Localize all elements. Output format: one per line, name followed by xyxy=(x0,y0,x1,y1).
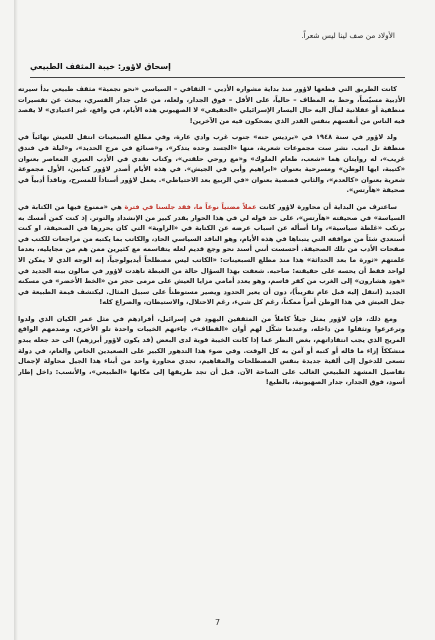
article-body xyxy=(18,84,405,614)
paragraph-intro: كانت الطريق التي قطعها لاؤور منذ بداية مشواره الأدبي – الثقافي – السياسي «نحو نجمية» مثقف طبيعي بدأ سيرته الأدبية مسيّساً، وحط به المطاف – حالياً، على الأقل – فوق الجدار، ولعله، من على جدار الفسري، يبحث عن تفسيرات منطقية أو عقلانية لمآل اليه حال اليسار الإسرائيلي «الحقيقي» لا الصهيوني هذه الأيام، في واقع، غير اعتيادي» لا يقصد فيه الناس من أنفسهم بنفس القدر الذي يضحكون فيه من الآخرين! xyxy=(18,85,405,125)
running-header xyxy=(30,61,405,78)
paragraph-biography: ولد لاؤور في سنة ١٩٤٨ في «برديس حنه» جنوب غرب وادي عارة، وفي مطلع السبعينات انتقل للعيش نهائياً في منطقة تل ابيب. نشر ست مجموعات شعرية، منها «الجسد وحده يتذكر»، و«صنائع في مرج الحديد»، و«ليلة في فندق غريب»، له روايتان هما «شعب، طعام الملوك» و«مع روحي حلقتي»، وكتاب نقدي في الأدب العبري المعاصر بعنوان «كتيبة، ايها الوطن» ومسرحية بعنوان «ابراهيم وأبي في الجيش». في هذه الأيام أصدر لاؤور كتابين، الأول مجموعة شعرية بعنوان «كالعدم»، والثاني قصصية بعنوان «في الربيع بعد الاحتياطي». يعمل لاؤور أستاذاً للمسرح، وناقداً أدبياً في صحيفة «هآرتس». xyxy=(18,133,405,195)
page-number: 7 xyxy=(214,618,221,627)
highlighted-phrase: عملاً مضنياً نوعاً ما، فقد جلسنا في فترة xyxy=(124,202,257,211)
previous-page-tail: الأولاد من صف لينا ليس شعراً. xyxy=(301,31,395,40)
paragraph-interview-text: ساعترف من البداية أن محاورة لاؤور كانت عملاً مضنياً نوعاً ما، فقد جلسنا في فترة هي «ممنوع فيها من الكتابة في السياسة» في صحيفته «هآرتس»، على حد قوله لي في هذا الحوار بقدر كبير من الإنشداد والتوتر. إذ كنت كمن أمسك به برتكب «غلطة سياسية»، وانا أسأله عن اسباب عرضه عن الكتابة في «الزاوية» التي كان يحررها في الصحيفة، او كنت أستعدي شئاً من مواقفه التي يتبناها في هذه الأيام، وهو الناقد السياسي الحاد، والكاتب بما يكتبه من مراجعات للكتب في صفحات الأدب من تلك الصحيفة. أحسست أنني أسند نحو وجع قديم لعله يتقاسمه مع كثيرين ممن هم من مجايليه، بعدما علمتهم «ثورة ما بعد الحداثة» هذا منذ مطلع السبعينات: «الكاتب ليس مصطلحاً أيديولوجياً، إنه الوجه الذي لا يمكن الا لواحد فقط أن يحسه على حقيقته: صاحبه. شعفت بهذا السؤال حالة من الغبطة ناهدت لاؤور في صالون بيته الجديد في «هود هشارون» إلى الغرب من كفر قاسم، وهو يعدد أمامي مزايا العيش على مرمى حجر من «الخط الأخضر» في مسكنه الجديد (انتقل إليه قبل عام تقريباً)، دون أن يعير الحدود ويصير مستوطناً على سبيل المثال. ليكتشف قيمة الطبيعة في جعل العيش في هذا الوطن أمراً ممكناً، رغم كل شيء، رغم الاحتلال، والاستيطان، والصراع كله! xyxy=(18,202,405,307)
running-header-title: إسحاق لاؤور: خيبة المثقف الطبيعي xyxy=(30,62,171,71)
paragraph-conclusion: ومع ذلك، فإن لاؤور يمثل جيلاً كاملاً من المثقفين اليهود في إسرائيل، أفرادهم في مثل عمر الكيان الذي ولدوا وترعرعوا وتثقلوا من داخله، وعندما شكّل لهم أوان «الفطاف»، جاءتهم الخيبات واحدة تلو الأخرى، وصدمهم الواقع المريح الذي يجب انتقاداتهم، بغض النظر عما إذا كانت الخيبة قوية لدى البعض (قد يكون لاؤور أبرزهم) الى حد جعله يبدو متشككاً إزاء ما قاله أو كتبه أو آمن به كل الوقت. وفي ضوء هذا التدهور الكبير على الصعيدين الخاص والعام، في دولة تسعى للدخول إلى ألفية جديدة بنفس المصطلحات والمفاهيم، تجدي محاورة واحد من أبناء هذا الجيل محاولة لإجمال تفاصيل المشهد الطبيعي الغالب على الساحة الآن. قبل أن تجد طريقها إلى مكانها «الطبيعي»، والأنسب: داخل إطار أسود، فوق الجدار، جدار الصهيونية، بالطبع! xyxy=(18,314,405,387)
paragraph-interview xyxy=(18,202,405,308)
